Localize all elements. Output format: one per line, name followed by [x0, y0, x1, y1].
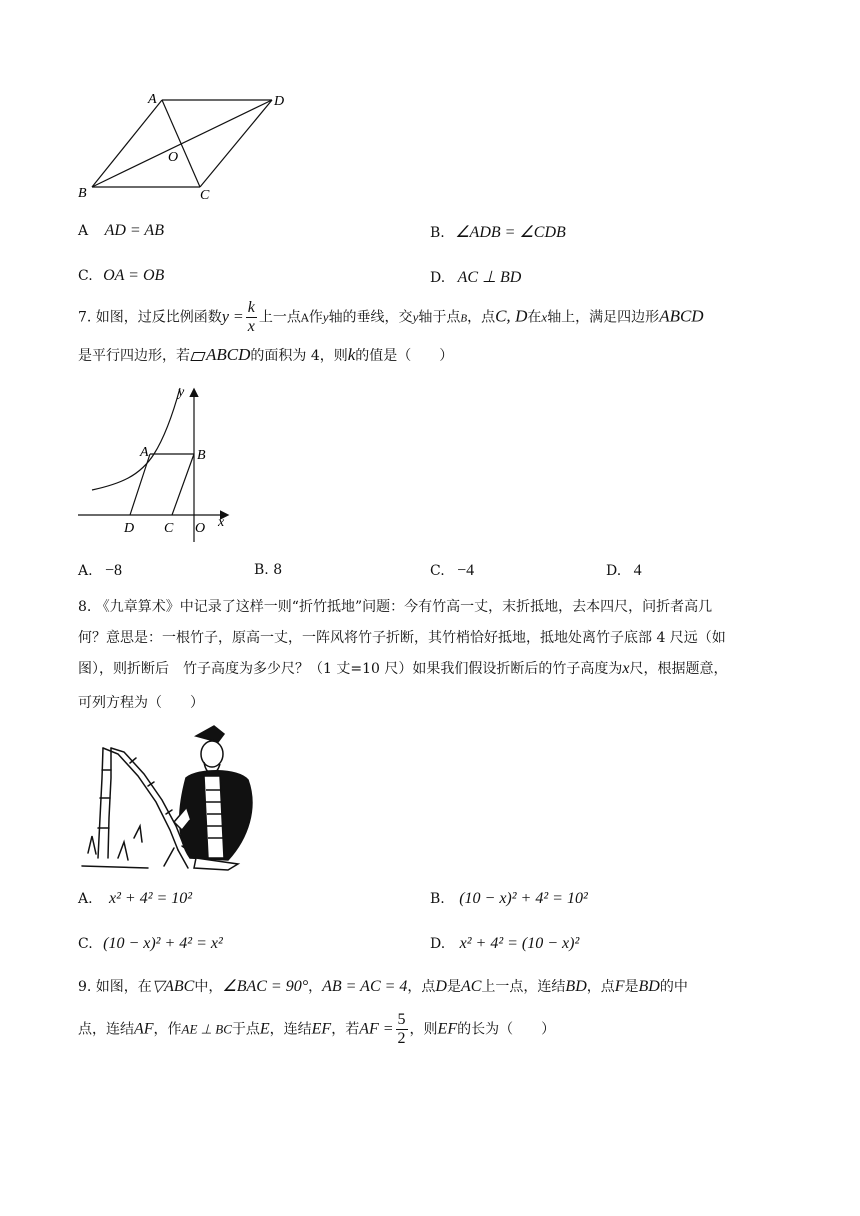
q7-function-lhs: y =: [221, 308, 244, 326]
q7-option-b-label: B. 8: [254, 562, 283, 578]
q6-option-a-label: A: [78, 223, 89, 239]
q8-line-3: 图），则折断后 竹子高度为多少尺？（1 丈=10 尺）如果我们假设折断后的竹子高度为x尺，根据题意，: [78, 660, 728, 677]
q7-label-a: A: [140, 445, 149, 460]
q7-option-a[interactable]: [78, 562, 122, 580]
q7-option-d-text: 4: [633, 562, 642, 579]
q8-option-a-label: A.: [78, 891, 93, 907]
q8-line-1: 8. 《九章算术》中记录了这样一则“折竹抵地”问题：今有竹高一丈，末折抵地，去本四尺，问折者高几: [78, 599, 713, 615]
q6-label-d: D: [274, 94, 285, 109]
q7-option-a-label: A.: [78, 563, 93, 579]
q8-option-d-label: D.: [430, 936, 446, 952]
q6-label-c: C: [200, 188, 210, 203]
q8-option-a[interactable]: [78, 890, 192, 908]
q6-label-o: O: [168, 150, 179, 165]
q6-option-b-text: ∠ADB = ∠CDB: [455, 224, 566, 241]
q7-label-x: x: [218, 515, 225, 530]
q8-line-4: 可列方程为（ ）: [78, 695, 204, 711]
q7-option-a-text: −8: [105, 562, 123, 579]
q9-line-2: 点，连结AF，作AE ⊥ BC于点E，连结EF，若AF = $\frac{5}{2}$ ，则EF的长为（ ）: [78, 1011, 556, 1047]
q7-frac-num: k: [247, 299, 255, 316]
q8-option-b-label: B.: [430, 891, 445, 907]
q6-option-d[interactable]: [430, 267, 521, 287]
q7-point-a: A: [300, 311, 309, 325]
q7-point-d: D: [515, 306, 528, 326]
q6-option-b[interactable]: [430, 222, 566, 242]
q7-label-y: y: [178, 385, 185, 400]
q7-point-b: B: [460, 312, 468, 325]
q8-option-c[interactable]: [78, 935, 223, 953]
q6-option-c[interactable]: [78, 267, 164, 285]
q6-option-d-text: AC ⊥ BD: [457, 269, 522, 286]
q9-fraction-5-over-2: $\frac{5}{2}$: [397, 1011, 406, 1047]
q9-equal-sides: AB = AC = 4: [322, 978, 408, 995]
q7-label-d: D: [124, 521, 135, 536]
q7-text: 7. 如图，过反比例函数: [78, 309, 222, 326]
q7-hyperbola: [92, 388, 180, 490]
q6-label-b: B: [78, 186, 87, 201]
q8-option-c-label: C.: [78, 936, 93, 952]
q9-triangle: ▽ABC: [151, 978, 195, 995]
q7-segment-ad: [130, 454, 150, 515]
q6-edge-cd: [200, 100, 272, 187]
q6-option-c-label: C.: [78, 268, 93, 284]
q7-coordinate-figure: [72, 380, 242, 550]
q6-option-b-label: B.: [430, 225, 445, 241]
q7-label-o: O: [195, 521, 206, 536]
q8-option-c-text: (10 − x)² + 4² = x²: [103, 935, 223, 952]
q8-option-a-text: x² + 4² = 10²: [109, 890, 193, 907]
parallelogram-icon: [190, 352, 205, 361]
q6-rhombus-figure: [70, 85, 300, 205]
q7-option-c-label: C.: [430, 563, 445, 579]
q7-line-2: 是平行四边形，若 ABCD的面积为 4，则k的值是（ ）: [78, 345, 454, 364]
q8-option-b-text: (10 − x)² + 4² = 10²: [459, 890, 588, 907]
q6-edge-ab: [92, 100, 162, 187]
q8-option-d[interactable]: [430, 935, 579, 953]
q7-fraction-k-over-x: [246, 300, 257, 335]
q9-line-1: 9. 如图，在▽ABC中，∠BAC = 90°，AB = AC = 4，点D是AC上一点，连结BD，点F是BD的中: [78, 978, 688, 995]
q7-label-b: B: [197, 448, 206, 463]
q7-segment-bc: [172, 454, 194, 515]
q6-label-a: A: [148, 92, 157, 107]
q6-option-a[interactable]: [78, 222, 164, 240]
q6-option-d-label: D.: [430, 270, 446, 286]
q6-option-c-text: OA = OB: [103, 267, 165, 284]
q6-diagonal-bd: [92, 100, 272, 187]
q8-bamboo-scholar-illustration: [78, 718, 268, 876]
q7-label-c: C: [164, 521, 174, 536]
q7-line-1: 7. 如图，过反比例函数y = $\frac{k}{x}$ 上一点A作y轴的垂线，交y轴于点B，点C, D在x轴上，满足四边形ABCD: [78, 299, 704, 335]
q7-option-c-text: −4: [457, 562, 475, 579]
q8-option-d-text: x² + 4² = (10 − x)²: [459, 935, 580, 952]
q7-option-d[interactable]: [606, 562, 642, 580]
q6-option-a-text: AD = AB: [104, 222, 164, 239]
q7-option-d-label: D.: [606, 563, 622, 579]
q7-point-c: C,: [495, 306, 511, 326]
q9-angle: ∠BAC = 90°: [222, 978, 309, 995]
q9-perpendicular: AE ⊥ BC: [181, 1021, 232, 1037]
q8-option-b[interactable]: [430, 890, 588, 908]
q7-frac-den: x: [247, 318, 255, 335]
q7-option-c[interactable]: [430, 562, 474, 580]
q7-option-b[interactable]: [254, 562, 282, 578]
q8-line-2: 何？意思是：一根竹子，原高一丈，一阵风将竹子折断，其竹梢恰好抵地，抵地处离竹子底部 4 尺远（如: [78, 630, 726, 646]
